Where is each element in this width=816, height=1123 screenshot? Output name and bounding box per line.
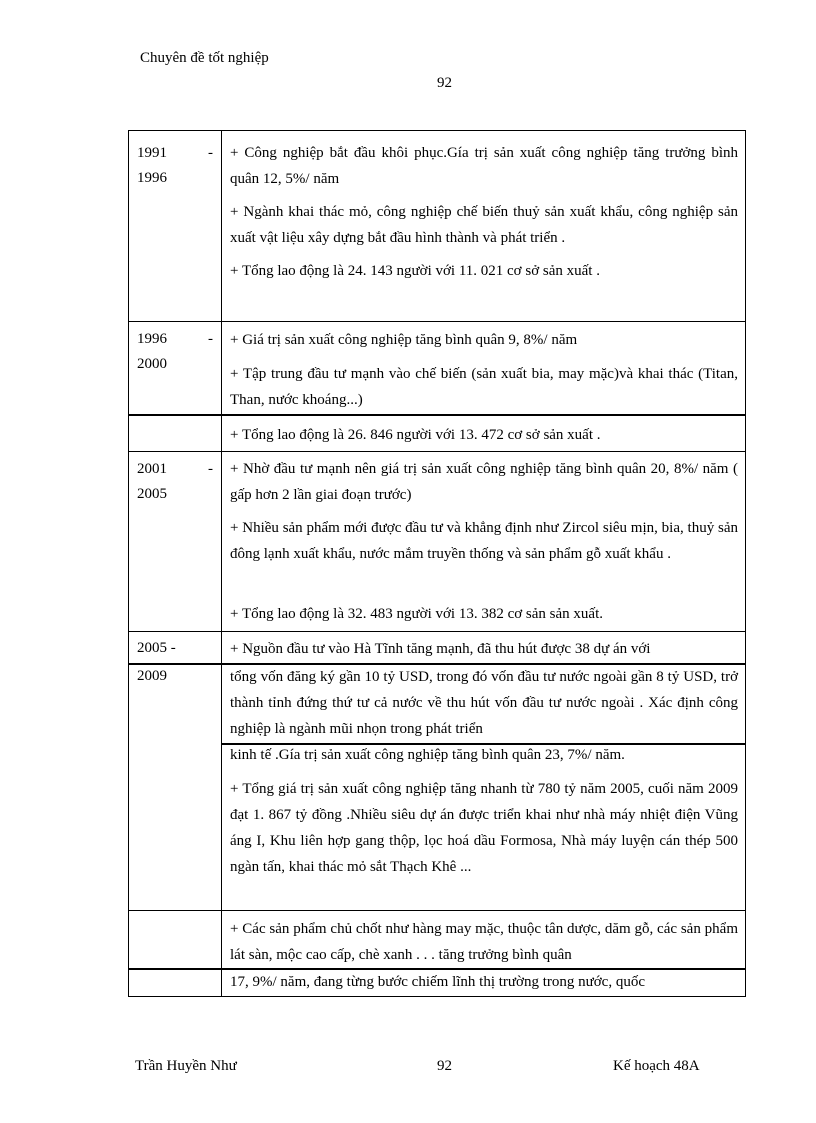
year-dash: - (208, 331, 213, 347)
footer-class: Kế hoạch 48A (613, 1058, 700, 1074)
year-start: 1996 (137, 331, 167, 347)
table-row-divider (128, 631, 746, 632)
page-header-number: 92 (437, 75, 452, 91)
table-border-right (745, 130, 746, 997)
footer-author: Trần Huyền Như (135, 1058, 237, 1074)
table-border-top (128, 130, 746, 131)
year-end: 1996 (137, 170, 167, 186)
content-paragraph: + Tổng lao động là 32. 483 người với 13. 382 cơ sản sản xuất. (230, 606, 603, 622)
content-paragraph: + Ngành khai thác mỏ, công nghiệp chế biến thuỷ sản xuất khẩu, công nghiệp sản xuất vật liệu xây dựng bắt đầu hình thành và phát triển . (230, 204, 738, 246)
content-paragraph: + Tổng lao động là 26. 846 người với 13. 472 cơ sở sản xuất . (230, 427, 601, 443)
content-paragraph: + Công nghiệp bắt đầu khôi phục.Gía trị sản xuất công nghiệp tăng trưởng bình quân 12, 5%/ năm (230, 145, 738, 187)
year-start: 2009 (137, 668, 167, 684)
year-dash: - (208, 145, 213, 161)
table-row-divider (128, 321, 746, 322)
year-start: 2005 - (137, 640, 176, 656)
content-paragraph: kinh tế .Gía trị sản xuất công nghiệp tăng bình quân 23, 7%/ năm. (230, 747, 625, 763)
content-paragraph: + Tổng lao động là 24. 143 người với 11. 021 cơ sở sản xuất . (230, 263, 600, 279)
table-row-divider (128, 451, 746, 452)
page-header-title: Chuyên đề tốt nghiệp (140, 50, 269, 66)
year-end: 2000 (137, 356, 167, 372)
content-paragraph: 17, 9%/ năm, đang từng bước chiếm lĩnh thị trường trong nước, quốc (230, 974, 645, 990)
table-border-mid (221, 130, 222, 997)
content-paragraph: + Các sản phẩm chủ chốt như hàng may mặc, thuộc tân dược, dăm gỗ, các sản phẩm lát sàn, mộc cao cấp, chè xanh . . . tăng trưởng bình quân (230, 921, 738, 963)
table-row-divider (128, 414, 746, 416)
table-border-left (128, 130, 129, 997)
footer-page-number: 92 (437, 1058, 452, 1074)
content-paragraph: + Nhiều sản phẩm mới được đầu tư và khẳng định như Zircol siêu mịn, bia, thuỷ sản đông lạnh xuất khẩu, nước mắm truyền thống và sản phẩm gỗ xuất khẩu . (230, 520, 738, 562)
content-paragraph: + Nhờ đầu tư mạnh nên giá trị sản xuất công nghiệp tăng bình quân 20, 8%/ năm ( gấp hơn 2 lần giai đoạn trước) (230, 461, 738, 503)
table-row-divider (128, 910, 746, 911)
year-start: 1991 (137, 145, 167, 161)
year-dash: - (208, 461, 213, 477)
table-border-bottom (128, 996, 746, 997)
content-paragraph: + Giá trị sản xuất công nghiệp tăng bình quân 9, 8%/ năm (230, 332, 578, 348)
year-start: 2001 (137, 461, 167, 477)
content-paragraph: + Tổng giá trị sản xuất công nghiệp tăng nhanh từ 780 tỷ năm 2005, cuối năm 2009 đạt 1. 867 tỷ đồng .Nhiều siêu dự án được triển khai như nhà máy nhiệt điện Vũng áng I, Khu liên hợp gang thộp, lọc hoá dầu Formosa, Nhà máy luyện cán thép 500 ngàn tấn, khai thác mỏ sắt Thạch Khê ... (230, 781, 738, 875)
content-paragraph: + Nguồn đầu tư vào Hà Tĩnh tăng mạnh, đã thu hút được 38 dự án với (230, 641, 651, 657)
content-paragraph: + Tập trung đầu tư mạnh vào chế biến (sản xuất bia, may mặc)và khai thác (Titan, Than, nước khoáng...) (230, 366, 738, 408)
content-paragraph: tổng vốn đăng ký gần 10 tỷ USD, trong đó vốn đầu tư nước ngoài gần 8 tỷ USD, trở thành tỉnh đứng thứ tư cả nước về thu hút vốn đầu tư nước ngoài . Xác định công nghiệp là ngành mũi nhọn trong phát triển (230, 669, 738, 737)
year-end: 2005 (137, 486, 167, 502)
